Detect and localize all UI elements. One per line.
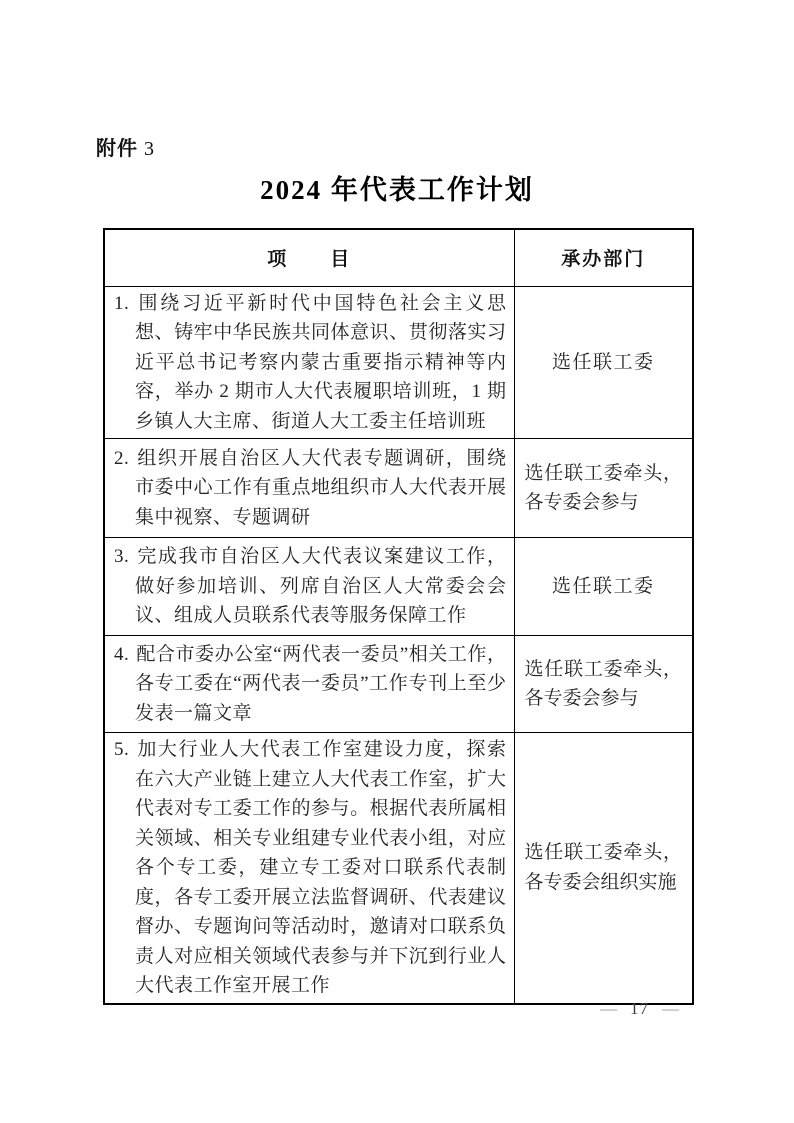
- table-body: [104, 286, 693, 1004]
- item-text: [114, 289, 507, 437]
- table-row: [104, 636, 693, 733]
- column-header-dept: 承办部门: [514, 229, 693, 286]
- page-title: 2024 年代表工作计划: [260, 175, 534, 205]
- page-number-right-dash: —: [662, 999, 679, 1018]
- table-header-row: [104, 229, 693, 286]
- item-number: 3.: [114, 546, 130, 568]
- item-number: 4.: [114, 643, 130, 665]
- dept-cell: 选任联工委: [514, 286, 693, 439]
- item-cell: [104, 733, 514, 1004]
- item-number: 5.: [114, 739, 130, 760]
- column-header-item: 项 目: [104, 229, 514, 286]
- item-text: [114, 444, 507, 533]
- dept-cell: 选任联工委牵头，各专委会组织实施: [514, 733, 693, 1004]
- table-row: [104, 439, 693, 538]
- table-row: [104, 286, 693, 439]
- item-number: 1.: [114, 292, 130, 314]
- table-header: [104, 229, 693, 286]
- page-number-left-dash: —: [600, 999, 617, 1018]
- item-text: [114, 640, 507, 729]
- attachment-label: [96, 136, 155, 162]
- page-number-value: 17: [630, 999, 649, 1018]
- dept-cell: 选任联工委牵头，各专委会参与: [514, 439, 693, 538]
- item-body: 配合市委办公室“两代表一委员”相关工作，各专工委在“两代表一委员”工作专刊上至少发表一篇文章: [135, 643, 507, 724]
- page-number: [600, 998, 679, 1020]
- work-plan-table: [103, 228, 694, 1005]
- item-body: 组织开展自治区人大代表专题调研，围绕市委中心工作有重点地组织市人大代表开展集中视察、专题调研: [135, 447, 507, 528]
- item-cell: [104, 286, 514, 439]
- item-text: [114, 735, 507, 1001]
- item-number: 2.: [114, 447, 130, 469]
- item-cell: [104, 636, 514, 733]
- table-row: [104, 538, 693, 636]
- item-cell: [104, 439, 514, 538]
- dept-cell: 选任联工委: [514, 538, 693, 636]
- item-text: [114, 542, 507, 631]
- item-body: 围绕习近平新时代中国特色社会主义思想、铸牢中华民族共同体意识、贯彻落实习近平总书记考察内蒙古重要指示精神等内容，举办 2 期市人大代表履职培训班，1 期乡镇人大主席、街道人大工委主任培训班: [135, 292, 507, 432]
- item-body: 加大行业人大代表工作室建设力度，探索在六大产业链上建立人大代表工作室，扩大代表对专工委工作的参与。根据代表所属相关领域、相关专业组建专业代表小组，对应各个专工委，建立专工委对口联系代表制度，各专工委开展立法监督调研、代表建议督办、专题询问等活动时，邀请对口联系负责人对应相关领域代表参与并下沉到行业人大代表工作室开展工作: [135, 739, 507, 996]
- item-cell: [104, 538, 514, 636]
- attachment-label-text: 附件: [96, 138, 138, 160]
- item-body: 完成我市自治区人大代表议案建议工作，做好参加培训、列席自治区人大常委会会议、组成人员联系代表等服务保障工作: [135, 546, 507, 627]
- dept-cell: 选任联工委牵头，各专委会参与: [514, 636, 693, 733]
- attachment-number: 3: [144, 138, 155, 160]
- table-row: [104, 733, 693, 1004]
